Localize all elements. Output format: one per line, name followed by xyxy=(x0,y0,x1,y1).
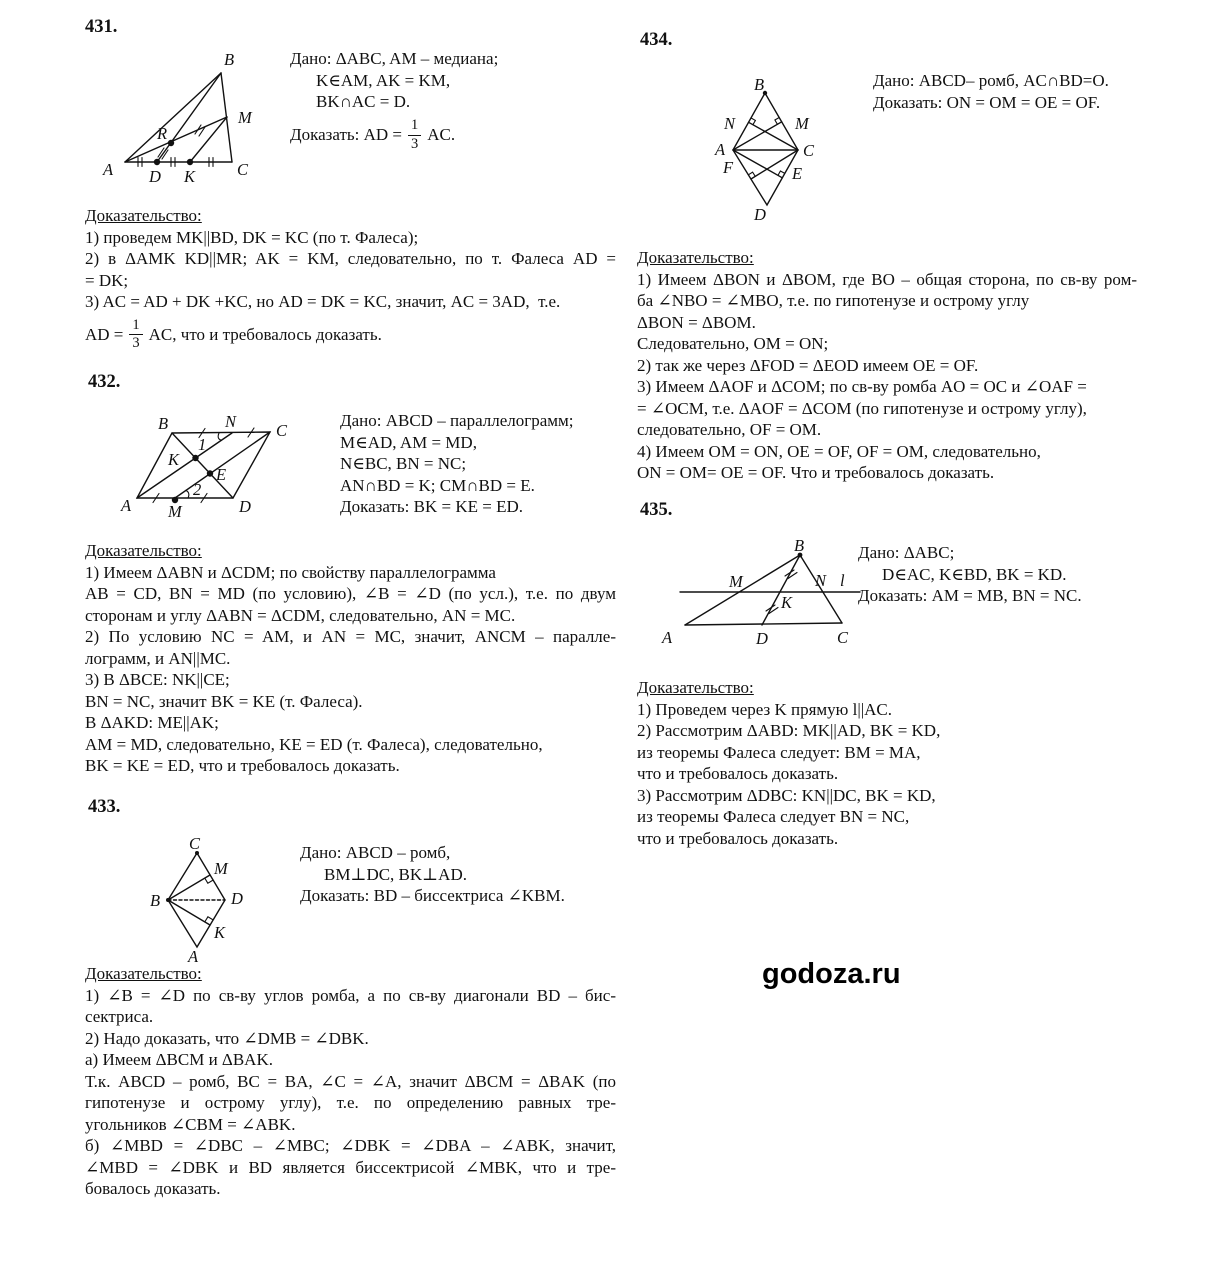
prove-suffix: AC. xyxy=(427,125,456,145)
proof-line: AM = MD, следовательно, KE = ED (т. Фалеса), следовательно, xyxy=(85,734,543,754)
point-label-k: K xyxy=(214,923,226,942)
proof-line: гипотенузе и острому углу), т.е. по определению равных тре- xyxy=(85,1093,616,1112)
figure-433-rhombus xyxy=(140,833,320,983)
fraction-denominator: 3 xyxy=(132,335,140,351)
given-block-435 xyxy=(858,542,1082,607)
figure-435-triangle-with-line xyxy=(655,536,890,665)
proof-final-line xyxy=(85,313,616,357)
vertex-label-a: A xyxy=(188,947,199,966)
proof-title: Доказательство: xyxy=(85,206,202,225)
vertex-label-c: C xyxy=(837,628,849,647)
point-label-r: R xyxy=(157,124,168,143)
vertex-label-d: D xyxy=(239,497,251,516)
proof-line: ON = OM= OE = OF. Что и требовалось доказать. xyxy=(637,463,995,482)
proof-line: лограмм, и AN||MC. xyxy=(85,648,231,668)
given-line: N∈BC, BN = NC; xyxy=(340,454,467,473)
fraction-one-third xyxy=(408,117,421,153)
vertex-label-c: C xyxy=(189,834,201,853)
vertex-label-c: C xyxy=(803,141,815,160)
given-line: D∈AC, K∈BD, BK = KD. xyxy=(882,564,1067,584)
given-line: M∈AD, AM = MD, xyxy=(340,432,477,452)
fraction-numerator: 1 xyxy=(129,317,142,335)
vertex-label-a: A xyxy=(662,628,673,647)
point-label-e: E xyxy=(792,164,803,183)
angle-label-1: 1 xyxy=(198,435,207,454)
vertex-label-b: B xyxy=(794,536,805,555)
problem-number-431: 431. xyxy=(85,17,118,37)
proof-line: ба ∠NBO = ∠MBO, т.е. по гипотенузе и острому углу xyxy=(637,291,1030,310)
proof-block-433 xyxy=(85,963,616,1200)
figure-434-rhombus xyxy=(690,62,875,232)
point-label-m: M xyxy=(795,114,809,133)
given-line: Дано: ABCD – ромб, xyxy=(300,843,451,862)
proof-line: 1) проведем MK||BD, DK = KC (по т. Фалеса); xyxy=(85,227,419,247)
proof-line: = ∠OCM, т.е. ΔAOF = ΔCOM (по гипотенузе и острому углу), xyxy=(637,398,1087,418)
vertex-label-c: C xyxy=(276,421,288,440)
line-label-l: l xyxy=(840,571,845,590)
proof-line: 4) Имеем OM = ON, OE = OF, OF = OM, следовательно, xyxy=(637,441,1041,461)
proof-line: 1) Имеем ΔABN и ΔCDM; по свойству параллелограмма xyxy=(85,562,496,582)
given-line: K∈AM, AK = KM, xyxy=(316,70,451,90)
point-label-k: K xyxy=(184,167,196,186)
given-line: Дано: ABCD– ромб, AC∩BD=O. xyxy=(873,71,1109,90)
given-line: Дано: ABCD – параллелограмм; xyxy=(340,411,574,430)
given-line: BK∩AC = D. xyxy=(316,92,411,111)
proof-line: Т.к. ABCD – ромб, BC = BA, ∠C = ∠A, значит ΔBCM = ΔBAK (по xyxy=(85,1071,616,1091)
proof-line: 2) в ΔAMK KD||MR; AK = KM, следовательно, по т. Фалеса AD = xyxy=(85,249,616,268)
proof-block-434 xyxy=(637,247,1137,484)
vertex-label-b: B xyxy=(754,75,765,94)
point-label-n: N xyxy=(815,571,827,590)
point-label-n: N xyxy=(225,412,237,431)
fraction-one-third xyxy=(129,317,142,353)
proof-line: ∠MBD = ∠DBK и BD является биссектрисой ∠MBK, что и тре- xyxy=(85,1157,616,1177)
proof-line: 3) AC = AD + DK +KC, но AD = DK = KC, значит, AC = 3AD, т.е. xyxy=(85,292,561,311)
prove-prefix: Доказать: AD = xyxy=(290,125,403,145)
proof-line: 3) В ΔBCE: NK||CE; xyxy=(85,670,230,689)
vertex-label-d: D xyxy=(754,205,766,224)
proof-block-435 xyxy=(637,677,940,849)
proof-block-431 xyxy=(85,205,616,357)
given-line: Дано: ΔABC, AM – медиана; xyxy=(290,49,499,68)
proof-line: что и требовалось доказать. xyxy=(637,828,839,848)
given-line: AN∩BD = K; CM∩BD = E. xyxy=(340,475,535,495)
proof-line: ΔBON = ΔBOM. xyxy=(637,312,756,332)
point-label-f: F xyxy=(723,158,734,177)
proof-final-prefix: AD = xyxy=(85,324,124,344)
proof-line: из теоремы Фалеса следует: BM = MA, xyxy=(637,742,921,762)
point-label-m: M xyxy=(168,502,182,521)
given-block-434 xyxy=(873,70,1109,113)
proof-title: Доказательство: xyxy=(85,541,202,560)
point-label-k: K xyxy=(168,450,180,469)
proof-line: а) Имеем ΔBCM и ΔBAK. xyxy=(85,1050,273,1069)
fraction-numerator: 1 xyxy=(408,117,421,135)
proof-line: сектриса. xyxy=(85,1007,154,1026)
proof-line: 1) Имеем ΔBON и ΔBOM, где BO – общая сторона, по св-ву ром- xyxy=(637,269,1137,289)
vertex-label-b: B xyxy=(224,50,235,69)
problem-number-433: 433. xyxy=(88,797,121,817)
proof-line: Следовательно, OM = ON; xyxy=(637,334,829,353)
point-label-n: N xyxy=(724,114,736,133)
problem-number-434: 434. xyxy=(640,30,673,50)
proof-line: угольников ∠CBM = ∠ABK. xyxy=(85,1114,296,1134)
proof-title: Доказательство: xyxy=(637,678,754,697)
vertex-label-a: A xyxy=(121,496,132,515)
point-label-m: M xyxy=(238,108,252,127)
proof-line: 3) Рассмотрим ΔDBC: KN||DC, BK = KD, xyxy=(637,785,936,805)
prove-line: Доказать: BD – биссектриса ∠KBM. xyxy=(300,886,565,905)
vertex-label-a: A xyxy=(715,140,726,159)
proof-line: BN = NC, значит BK = KE (т. Фалеса). xyxy=(85,691,363,711)
point-label-m: M xyxy=(214,859,228,878)
proof-line: 3) Имеем ΔAOF и ΔCOM; по св-ву ромба AO = OC и ∠OAF = xyxy=(637,377,1087,396)
given-line: BM⊥DC, BK⊥AD. xyxy=(324,864,467,884)
watermark-godoza: godoza.ru xyxy=(762,958,901,990)
point-label-e: E xyxy=(216,465,227,484)
figure-432-parallelogram xyxy=(120,403,325,548)
proof-line: 1) Проведем через K прямую l||AC. xyxy=(637,699,892,719)
given-block-431 xyxy=(290,48,498,113)
given-line: Дано: ΔABC; xyxy=(858,543,955,562)
prove-statement-431 xyxy=(290,113,455,157)
vertex-label-b: B xyxy=(158,414,169,433)
proof-line: бовалось доказать. xyxy=(85,1179,221,1198)
prove-line: Доказать: ON = OM = OE = OF. xyxy=(873,92,1101,112)
vertex-label-b: B xyxy=(150,891,161,910)
proof-line: следовательно, OF = OM. xyxy=(637,420,822,439)
proof-final-suffix: AC, что и требовалось доказать. xyxy=(148,324,382,344)
angle-label-2: 2 xyxy=(193,480,202,499)
proof-line: 2) По условию NC = AM, и AN = MC, значит, ANCM – паралле- xyxy=(85,627,616,646)
fraction-denominator: 3 xyxy=(411,135,419,152)
proof-line: 2) Рассмотрим ΔABD: MK||AD, BK = KD, xyxy=(637,721,941,740)
proof-line: AB = CD, BN = MD (по условию), ∠B = ∠D (по усл.), т.е. по двум xyxy=(85,584,616,603)
proof-line: 2) Надо доказать, что ∠DMB = ∠DBK. xyxy=(85,1028,369,1048)
point-label-d: D xyxy=(756,629,768,648)
proof-line: 2) так же через ΔFOD = ΔEOD имеем OE = OF. xyxy=(637,355,979,375)
proof-line: что и требовалось доказать. xyxy=(637,764,839,783)
given-block-433 xyxy=(300,842,565,907)
proof-title: Доказательство: xyxy=(637,248,754,267)
proof-line: из теоремы Фалеса следует BN = NC, xyxy=(637,807,910,826)
vertex-label-d: D xyxy=(231,889,243,908)
problem-number-432: 432. xyxy=(88,372,121,392)
proof-line: В ΔAKD: ME||AK; xyxy=(85,713,219,732)
point-label-m: M xyxy=(729,572,743,591)
given-block-432 xyxy=(340,410,574,518)
proof-line: = DK; xyxy=(85,270,129,290)
proof-block-432 xyxy=(85,540,616,777)
vertex-label-a: A xyxy=(103,160,114,179)
proof-line: 1) ∠B = ∠D по св-ву углов ромба, а по св-ву диагонали BD – бис- xyxy=(85,985,616,1005)
point-label-k: K xyxy=(781,593,793,612)
prove-line: Доказать: AM = MB, BN = NC. xyxy=(858,586,1082,605)
point-label-d: D xyxy=(149,167,161,186)
prove-line: Доказать: BK = KE = ED. xyxy=(340,497,523,516)
vertex-label-c: C xyxy=(237,160,249,179)
problem-number-435: 435. xyxy=(640,500,673,520)
proof-title: Доказательство: xyxy=(85,964,202,983)
proof-line: б) ∠MBD = ∠DBC – ∠MBC; ∠DBK = ∠DBA – ∠ABK, значит, xyxy=(85,1136,616,1155)
figure-431-triangle xyxy=(85,45,320,205)
proof-line: BK = KE = ED, что и требовалось доказать. xyxy=(85,756,400,775)
proof-line: сторонам и углу ΔABN = ΔCDM, следовательно, AN = MC. xyxy=(85,605,516,625)
